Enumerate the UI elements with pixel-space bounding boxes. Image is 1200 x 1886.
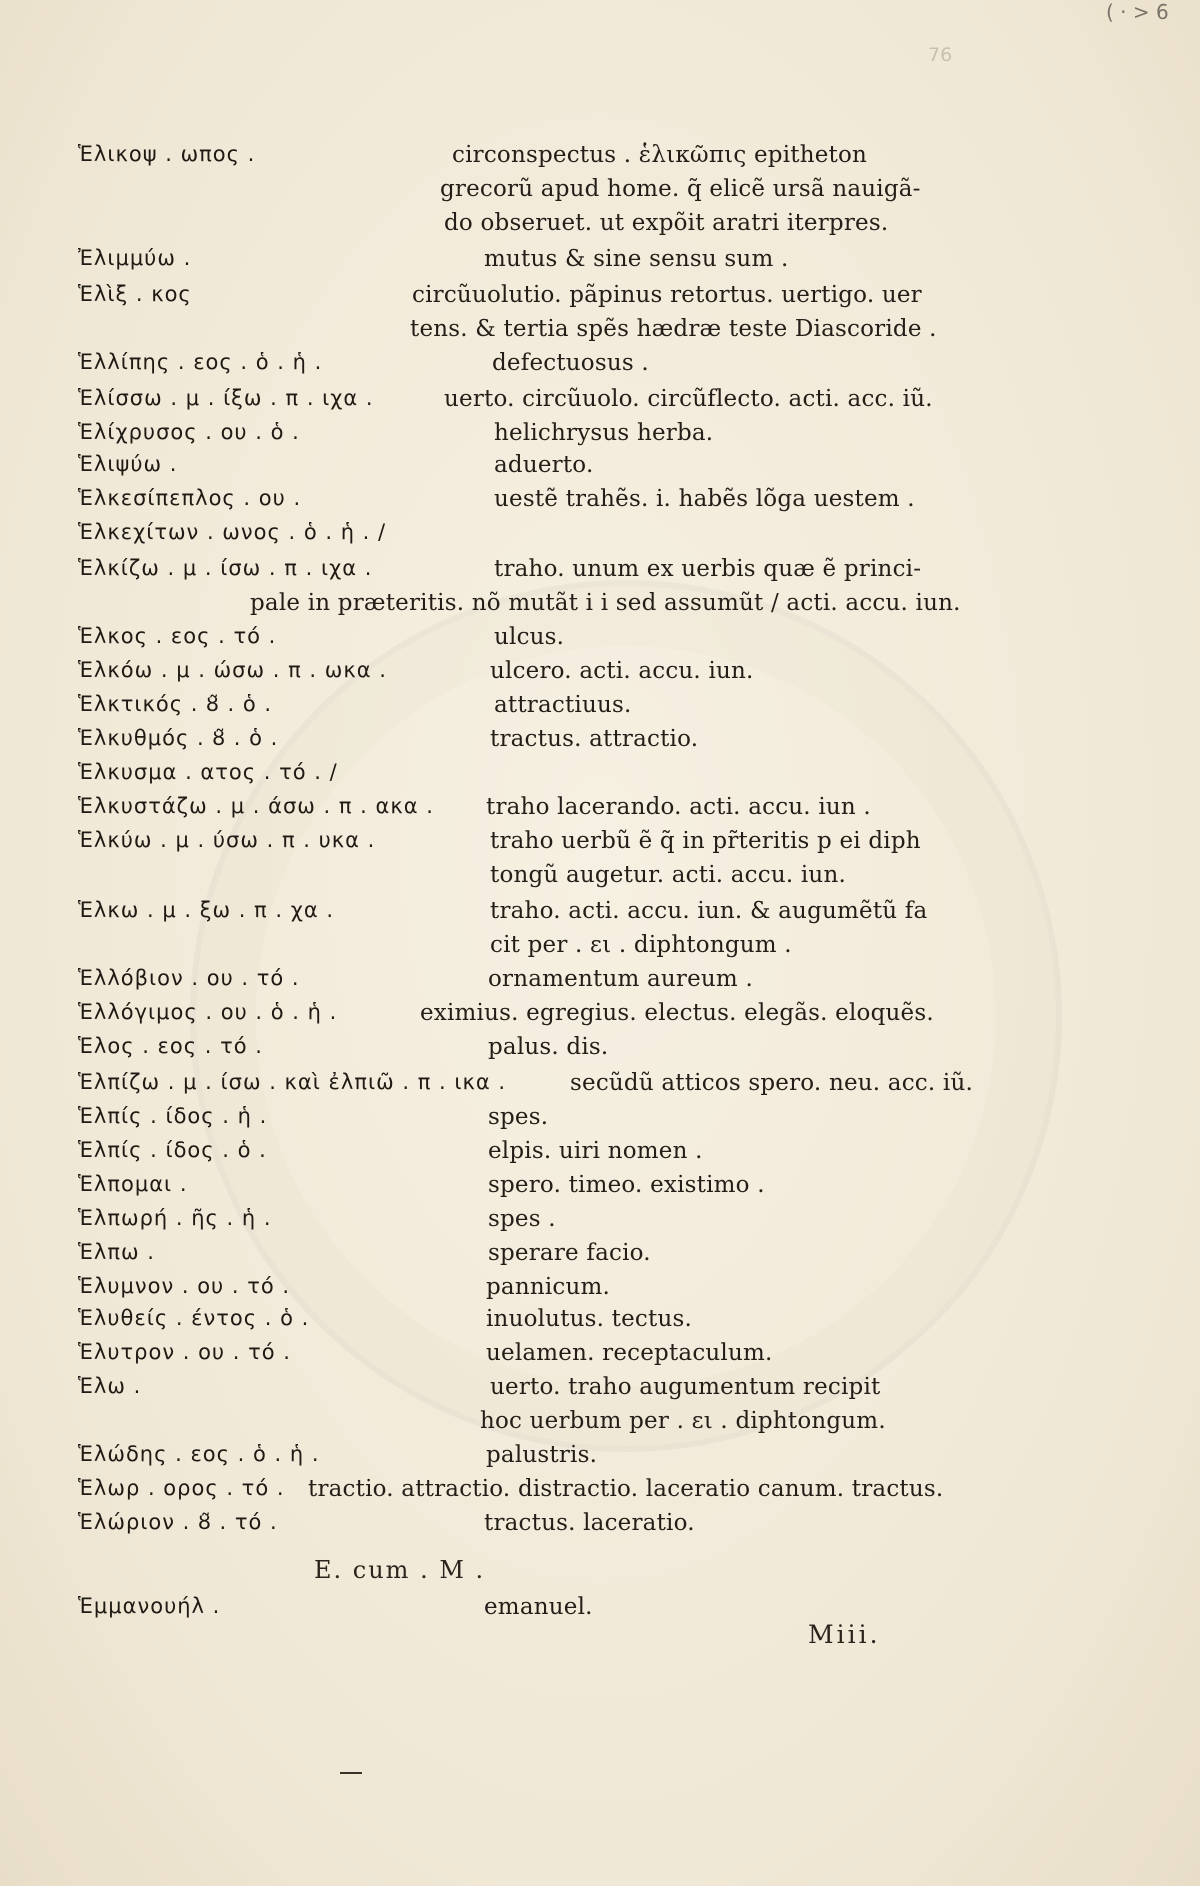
entry-gloss: aduerto. [494,452,594,478]
entry-gloss: pannicum. [486,1274,611,1300]
entry-row [0,794,1200,828]
entry-headword: Ἑλλόγιμος . ου . ὁ . ἡ . [78,1000,338,1024]
entry-headword: Ἑλυτρον . ου . τό . [78,1340,291,1364]
entry-gloss: circũuolutio. pãpinus retortus. uertigo. uer [412,282,922,308]
entry-headword: Ἑλπίζω . μ . ίσω . καὶ ἐλπιῶ . π . ικα . [78,1070,507,1094]
corner-note: ( · > 6 [1106,0,1169,24]
entry-gloss: elpis. uiri nomen . [488,1138,703,1164]
entry-row [0,862,1200,896]
entry-gloss: mutus & sine sensu sum . [484,246,789,272]
entry-headword: Ἑλυθείς . έντος . ὁ . [78,1306,310,1330]
entry-row [0,142,1200,176]
entry-row [0,898,1200,932]
entry-gloss: palustris. [486,1442,598,1468]
entry-headword: Ἑλπω . [78,1240,155,1264]
entry-gloss: spero. timeo. existimo . [488,1172,765,1198]
entry-gloss: tongũ augetur. acti. accu. iun. [490,862,846,888]
signature-mark: Miii. [808,1620,881,1649]
entry-row [0,932,1200,966]
entry-row [0,692,1200,726]
entry-headword: Ἑλκυστάζω . μ . άσω . π . ακα . [78,794,434,818]
entry-row [0,1172,1200,1206]
entry-gloss: ornamentum aureum . [488,966,753,992]
entry-gloss: tens. & tertia spẽs hædræ teste Diascoride . [410,316,937,342]
entry-gloss: traho uerbũ ẽ q̃ in pr̃teritis p ei diph [490,828,921,854]
entry-row [0,1340,1200,1374]
entry-gloss: tractio. attractio. distractio. laceratio canum. tractus. [308,1476,944,1502]
entry-gloss: uelamen. receptaculum. [486,1340,773,1366]
entry-row [0,1070,1200,1104]
folio-number: 76 [928,44,953,66]
entry-gloss: traho. unum ex uerbis quæ ẽ princi- [494,556,922,582]
entry-gloss: uestẽ trahẽs. i. habẽs lõga uestem . [494,486,915,512]
last-entry-row [0,1594,1200,1628]
entry-row [0,1104,1200,1138]
entry-row [0,350,1200,384]
entry-headword: Ἐλιμμύω . [78,246,192,270]
entry-headword: Ἑλλόβιον . ου . τό . [78,966,300,990]
entry-gloss: tractus. attractio. [490,726,699,752]
entry-gloss: spes . [488,1206,556,1232]
entry-row [0,486,1200,520]
entry-row [0,966,1200,1000]
entry-headword: Ἑλκυθμός . ȣ̃ . ὁ . [78,726,279,750]
entry-row [0,1510,1200,1544]
entry-gloss: sperare facio. [488,1240,651,1266]
entry-gloss: attractiuus. [494,692,632,718]
entry-row [0,658,1200,692]
entry-gloss: traho lacerando. acti. accu. iun . [486,794,871,820]
entry-headword: Ἑλος . εος . τό . [78,1034,263,1058]
entry-row [0,386,1200,420]
entry-row [0,726,1200,760]
entry-gloss: do obseruet. ut expõit aratri iterpres. [444,210,889,236]
entry-headword: Ἑλκτικός . ȣ̃ . ὁ . [78,692,273,716]
entry-headword: Ἑλλίπης . εος . ὁ . ἡ . [78,350,323,374]
entry-headword: Ἑλπίς . ίδος . ἡ . [78,1104,268,1128]
entry-row [0,316,1200,350]
entry-row [0,420,1200,454]
entry-row [0,282,1200,316]
entry-gloss: hoc uerbum per . ει . diphtongum. [480,1408,886,1434]
entry-row [0,246,1200,280]
entry-gloss: palus. dis. [488,1034,609,1060]
entry-headword: Ἑλωρ . ορος . τό . [78,1476,285,1500]
entry-headword: Ἑλώριον . ȣ̃ . τό . [78,1510,278,1534]
entry-row [0,1206,1200,1240]
entry-gloss: inuolutus. tectus. [486,1306,692,1332]
entry-row [0,1240,1200,1274]
entry-gloss: cit per . ει . diphtongum . [490,932,792,958]
entry-row [0,556,1200,590]
entry-gloss: helichrysus herba. [494,420,714,446]
entry-headword: Ἑλκόω . μ . ώσω . π . ωκα . [78,658,387,682]
entry-headword: Ἑλπίς . ίδος . ὁ . [78,1138,267,1162]
entry-headword: Ἑλκος . εος . τό . [78,624,277,648]
entry-headword: Ἑλκεσίπεπλος . ου . [78,486,302,510]
entry-row [0,760,1200,794]
entry-row [0,1034,1200,1068]
entry-gloss: defectuosus . [492,350,649,376]
entry-headword: Ἑλίσσω . μ . ίξω . π . ιχα . [78,386,374,410]
entry-row [0,520,1200,554]
entry-row [0,1408,1200,1442]
entry-headword: Ἑλπομαι . [78,1172,188,1196]
divider-dash [340,1772,362,1774]
entry-row [0,624,1200,658]
entry-gloss: ulcero. acti. accu. iun. [490,658,754,684]
entry-headword: Ἑλικοψ . ωπος . [78,142,256,166]
entry-gloss: ulcus. [494,624,565,650]
entry-gloss: secũdũ atticos spero. neu. acc. iũ. [570,1070,973,1096]
entry-headword: Ἑλυμνον . ου . τό . [78,1274,291,1298]
entry-row [0,1274,1200,1308]
entry-headword: Ἑλκύω . μ . ύσω . π . υκα . [78,828,376,852]
entry-gloss: grecorũ apud home. q̃ elicẽ ursã nauigã- [440,176,921,202]
entry-row [0,590,1200,624]
entry-row [0,176,1200,210]
entry-headword: Ἑλκω . μ . ξω . π . χα . [78,898,335,922]
entry-headword: Ἑλίχρυσος . ου . ὁ . [78,420,300,444]
entry-gloss: tractus. laceratio. [484,1510,695,1536]
entry-row [0,1476,1200,1510]
entry-headword: Ἑμμανουήλ . [78,1594,221,1618]
entry-gloss: traho. acti. accu. iun. & augumẽtũ fa [490,898,928,924]
entry-headword: Ἑλὶξ . κος [78,282,192,306]
entry-row [0,1000,1200,1034]
entry-row [0,1138,1200,1172]
entry-gloss: uerto. circũuolo. circũflecto. acti. acc. iũ. [444,386,933,412]
entry-row [0,828,1200,862]
entry-headword: Ἑλω . [78,1374,142,1398]
entry-gloss: eximius. egregius. electus. elegãs. eloquẽs. [420,1000,934,1026]
entry-headword: Ἑλκεχίτων . ωνος . ὁ . ἡ . / [78,520,387,544]
entry-row [0,1442,1200,1476]
entry-row [0,210,1200,244]
entry-row [0,452,1200,486]
entry-gloss: circonspectus . ἑλικῶπις epitheton [452,142,868,168]
entry-headword: Ἑλώδης . εος . ὁ . ἡ . [78,1442,320,1466]
entry-row [0,1374,1200,1408]
section-heading: E. cum . M . [314,1556,486,1584]
entry-gloss: spes. [488,1104,549,1130]
entry-headword: Ἑλκίζω . μ . ίσω . π . ιχα . [78,556,373,580]
entry-headword: Ἑλπωρή . ῆς . ἡ . [78,1206,272,1230]
entry-gloss: emanuel. [484,1594,593,1620]
entry-gloss: uerto. traho augumentum recipit [490,1374,881,1400]
entry-row [0,1306,1200,1340]
entry-gloss: pale in præteritis. nõ mutãt i i sed assumũt / acti. accu. iun. [250,590,961,616]
entry-headword: Ἑλκυσμα . ατος . τό . / [78,760,338,784]
entry-headword: Ἑλιψύω . [78,452,178,476]
